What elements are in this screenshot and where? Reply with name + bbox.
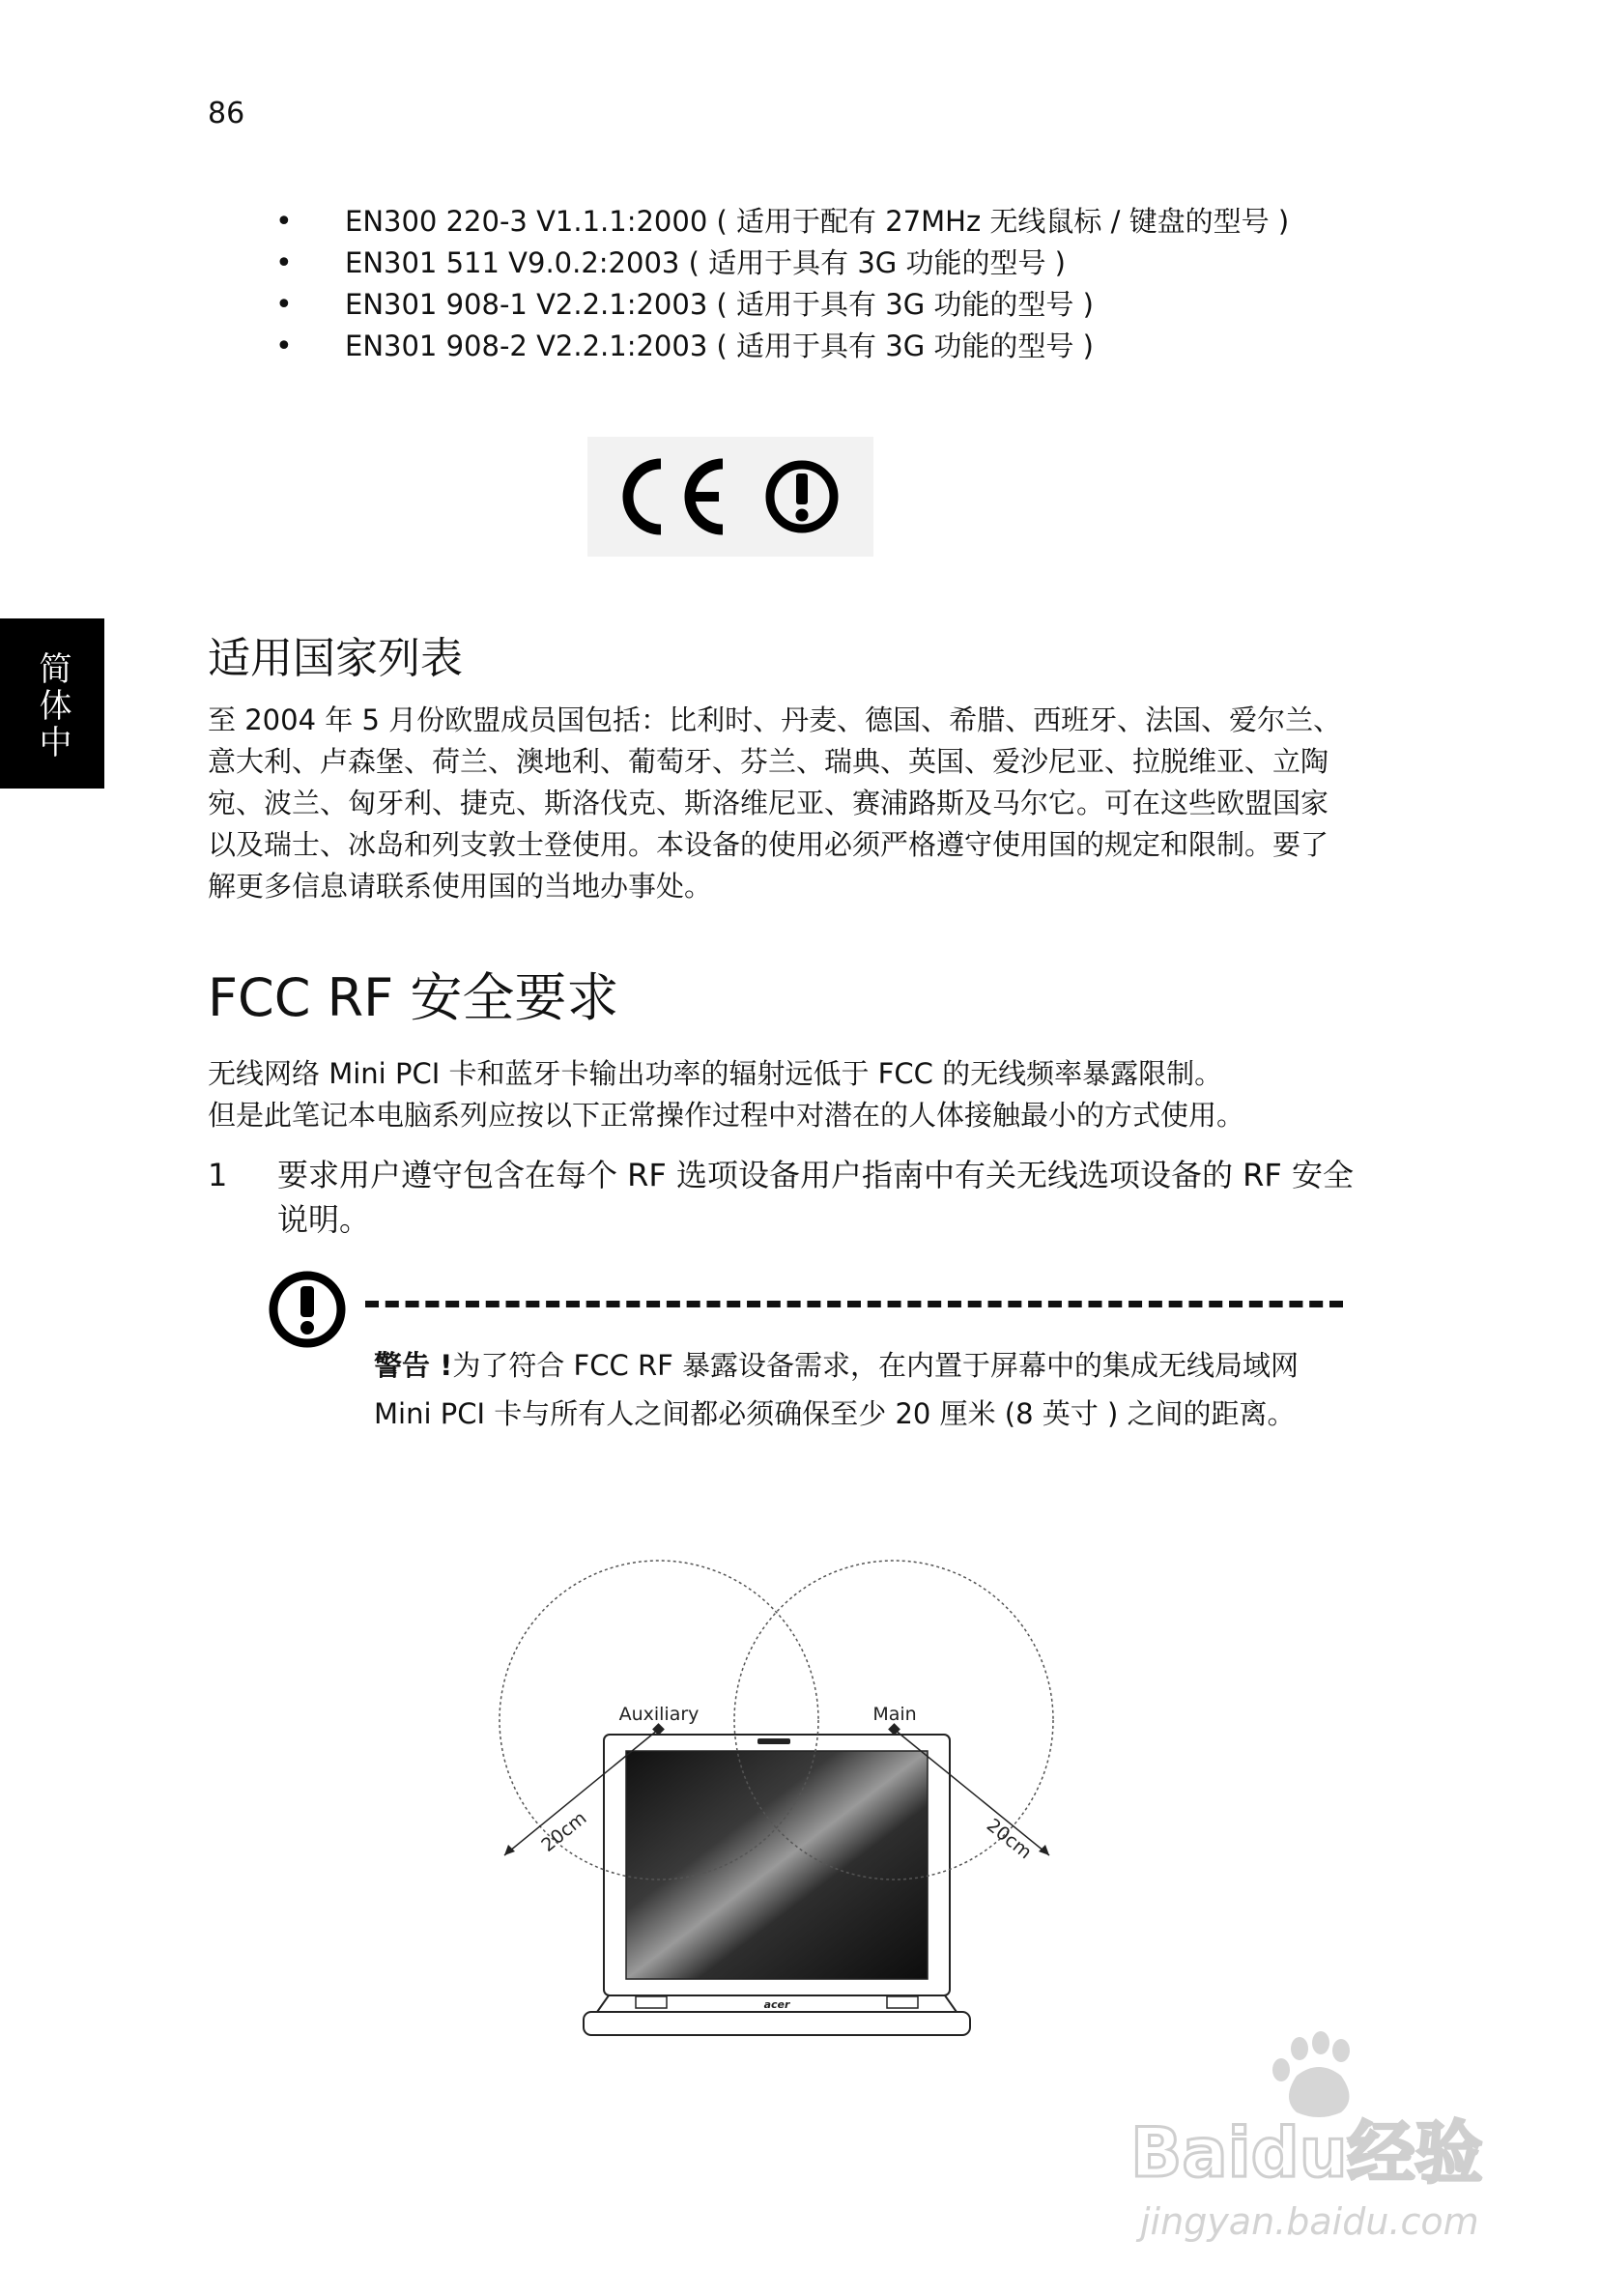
watermark-url: jingyan.baidu.com bbox=[1140, 2200, 1479, 2243]
list-item: • EN300 220-3 V1.1.1:2000 ( 适用于配有 27MHz 无线鼠标 / 键盘的型号 ) bbox=[275, 201, 1483, 243]
warning-label: 警告 ! bbox=[374, 1349, 453, 1382]
distance-label-right: 20cm bbox=[982, 1814, 1036, 1864]
auxiliary-label: Auxiliary bbox=[618, 1704, 700, 1725]
laptop-screen bbox=[626, 1751, 928, 1979]
fcc-heading: FCC RF 安全要求 bbox=[208, 967, 619, 1028]
main-label: Main bbox=[872, 1704, 917, 1725]
page-number: 86 bbox=[208, 97, 245, 130]
paw-icon bbox=[1272, 2031, 1350, 2117]
fcc-intro-line: 无线网络 Mini PCI 卡和蓝牙卡输出功率的辐射远低于 FCC 的无线频率暴露限制。 bbox=[208, 1057, 1223, 1090]
language-side-tab bbox=[0, 618, 104, 789]
warning-icon bbox=[268, 1270, 347, 1349]
fcc-intro-line: 但是此笔记本电脑系列应按以下正常操作过程中对潜在的人体接触最小的方式使用。 bbox=[208, 1099, 1245, 1132]
standards-list bbox=[275, 201, 1483, 367]
numbered-item bbox=[208, 1153, 1367, 1242]
antenna-distance-diagram bbox=[454, 1536, 1111, 2039]
watermark-brand: Baidu经验 bbox=[1130, 2113, 1483, 2193]
webcam-bar bbox=[757, 1738, 790, 1744]
warning-text: 为了符合 FCC RF 暴露设备需求，在内置于屏幕中的集成无线局域网 Mini PCI 卡与所有人之间都必须确保至少 20 厘米 (8 英寸 ) 之间的距离。 bbox=[374, 1349, 1299, 1430]
fcc-intro bbox=[208, 1053, 1425, 1136]
item-text: 要求用户遵守包含在每个 RF 选项设备用户指南中有关无线选项设备的 RF 安全说明。 bbox=[277, 1157, 1354, 1238]
baidu-jingyan-watermark bbox=[1121, 2029, 1488, 2252]
ce-alert-mark bbox=[587, 437, 873, 557]
countries-paragraph: 至 2004 年 5 月份欧盟成员国包括：比利时、丹麦、德国、希腊、西班牙、法国、爱尔兰、意大利、卢森堡、荷兰、澳地利、葡萄牙、芬兰、瑞典、英国、爱沙尼亚、拉脱维亚、立陶宛、波兰、匈牙利、捷克、斯洛伐克、斯洛维尼亚、赛浦路斯及马尔它。可在这些欧盟国家以及瑞士、冰岛和列支敦士登使用。本设备的使用必须严格遵守使用国的规定和限制。要了解更多信息请联系使用国的当地办事处。 bbox=[208, 703, 1342, 903]
list-item: • EN301 908-2 V2.2.1:2003 ( 适用于具有 3G 功能的型号 ) bbox=[275, 326, 1483, 367]
item-number: 1 bbox=[208, 1157, 228, 1193]
list-item: • EN301 908-1 V2.2.1:2003 ( 适用于具有 3G 功能的型号 ) bbox=[275, 284, 1483, 326]
warning-paragraph bbox=[374, 1341, 1340, 1438]
laptop-front bbox=[584, 2012, 970, 2035]
laptop-logo: acer bbox=[763, 1998, 790, 2011]
list-item: • EN301 511 V9.0.2:2003 ( 适用于具有 3G 功能的型号 ) bbox=[275, 243, 1483, 284]
distance-label-left: 20cm bbox=[537, 1807, 591, 1856]
warning-divider bbox=[365, 1301, 1343, 1307]
side-tab-label: 简体中 bbox=[33, 651, 71, 761]
ce-logo-icon bbox=[587, 437, 873, 557]
countries-heading: 适用国家列表 bbox=[208, 634, 463, 683]
